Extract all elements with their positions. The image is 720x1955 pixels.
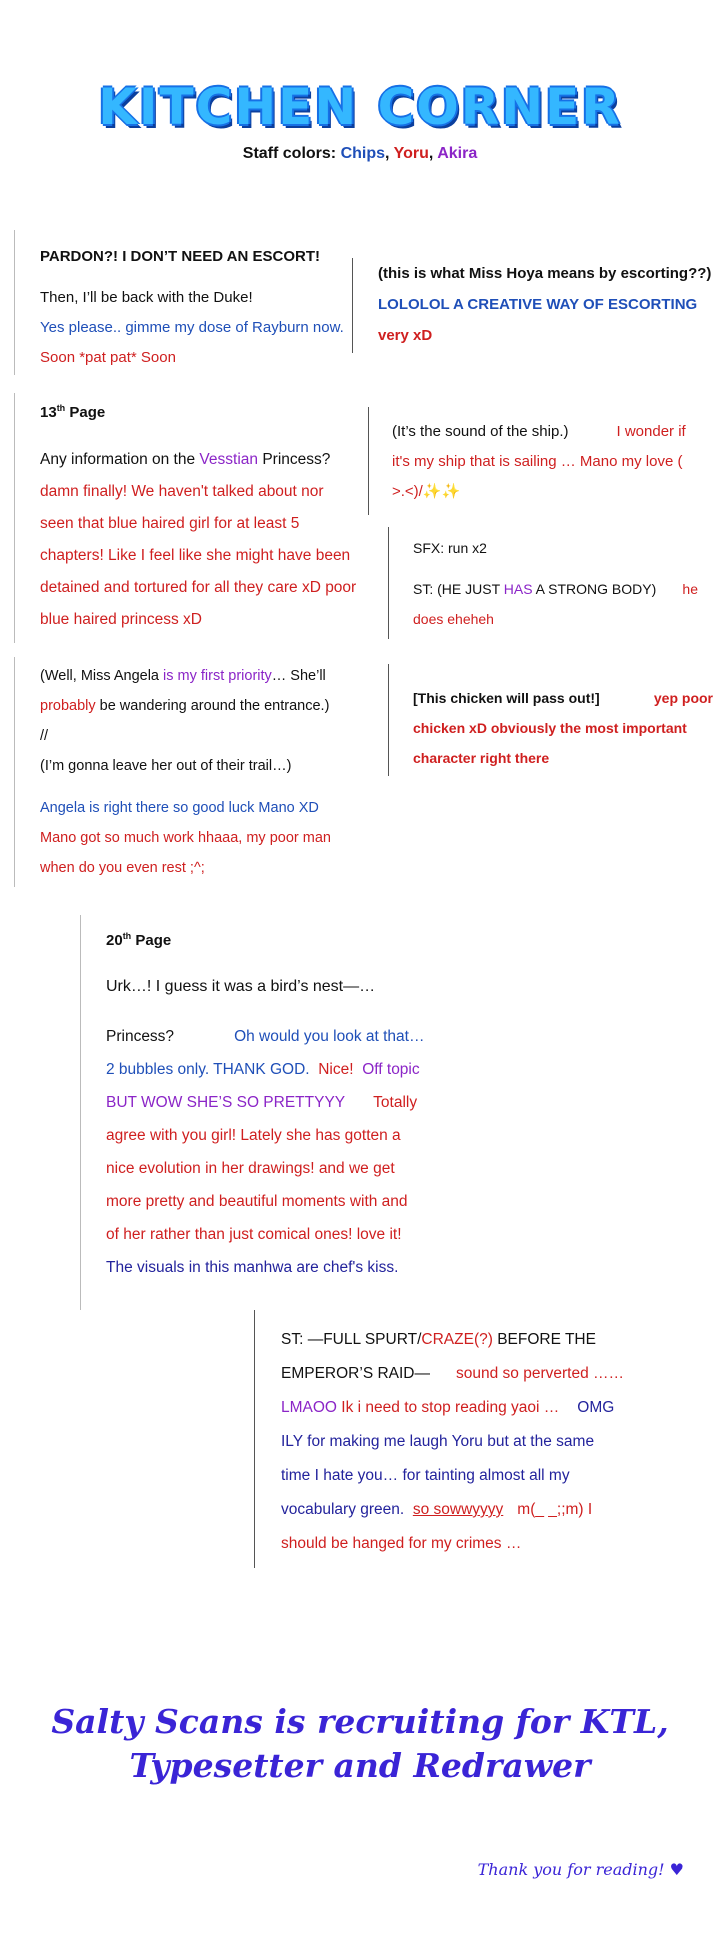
s1-line4: Soon *pat pat* Soon <box>40 349 176 366</box>
s5-block: ST: —FULL SPURT/CRAZE(?) BEFORE THE EMPEROR’S RAID— sound so perverted …… LMAOO Ik i need to stop reading yaoi … OMG ILY for making me laugh Yoru but at the same time I hate you… for tainting almost all my vocabulary green. so sowwyyyy m(_ _;;m) I should be hanged for my crimes … <box>281 1331 625 1552</box>
s2-sfx: SFX: run x2 <box>413 540 487 556</box>
s1-line2: Then, I’ll be back with the Duke! <box>40 289 253 306</box>
s1-line1: PARDON?! I DON’T NEED AN ESCORT! <box>40 248 320 265</box>
divider-line <box>80 915 81 1310</box>
staff-colors: Staff colors: Chips, Yoru, Akira <box>242 145 478 162</box>
divider-line <box>388 664 389 776</box>
s1-right3: very xD <box>378 327 433 344</box>
s3-left-block: (Well, Miss Angela is my first priority… She’ll probably be wandering around the entrance.) // (I’m gonna leave her out of their trail…) Angela is right there so good luck Mano XD Mano got so much work hhaaa, my poor man when do you even rest ;^; <box>40 668 331 876</box>
s1-right1: (this is what Miss Hoya means by escorting??) <box>378 265 712 282</box>
staff-chips: Chips <box>340 145 386 162</box>
recruitment-notice: Salty Scans is recruiting for KTL, Typesetter and Redrawer <box>51 1702 669 1785</box>
thank-you-note: Thank you for reading! ♥ <box>477 1860 684 1879</box>
s2-left-block: Any information on the Vesstian Princess? damn finally! We haven't talked about nor seen that blue haired girl for at least 5 chapters! Like I feel like she might have been detained and tortured for all they care xD poor blue haired princess xD <box>40 451 357 628</box>
s3-right-block: [This chicken will pass out!] yep poor chicken xD obviously the most important character right there <box>413 690 713 766</box>
staff-label: Staff colors: <box>242 145 337 162</box>
divider-line <box>14 230 15 375</box>
page-13-heading: 13th Page <box>40 403 106 421</box>
s1-right2: LOLOLOL A CREATIVE WAY OF ESCORTING <box>378 296 698 313</box>
divider-line <box>352 258 353 353</box>
staff-yoru: Yoru <box>393 145 429 162</box>
s2-right-block: (It’s the sound of the ship.) I wonder if it's my ship that is sailing … Mano my love ( >.<)/✨✨ <box>392 423 686 500</box>
divider-line <box>14 657 15 887</box>
staff-akira: Akira <box>437 145 478 162</box>
s1-line3: Yes please.. gimme my dose of Rayburn now. <box>40 319 344 336</box>
divider-line <box>254 1310 255 1568</box>
divider-line <box>388 527 389 639</box>
divider-line <box>368 407 369 515</box>
s4-block: Princess? Oh would you look at that… 2 bubbles only. THANK GOD. Nice! Off topic BUT WOW SHE’S SO PRETTYYY Totally agree with you girl! Lately she has gotten a nice evolution in her drawings! and we get more pretty and beautiful moments with and of her rather than just comical ones! love it! The visuals in this manhwa are chef's kiss. <box>106 1028 425 1276</box>
s4-urk: Urk…! I guess it was a bird’s nest—… <box>106 978 376 995</box>
divider-line <box>14 393 15 643</box>
s2-st-block: ST: (HE JUST HAS A STRONG BODY) he does eheheh <box>413 581 698 627</box>
page-20-heading: 20th Page <box>106 931 172 949</box>
page-title: KITCHEN CORNER <box>98 78 622 136</box>
